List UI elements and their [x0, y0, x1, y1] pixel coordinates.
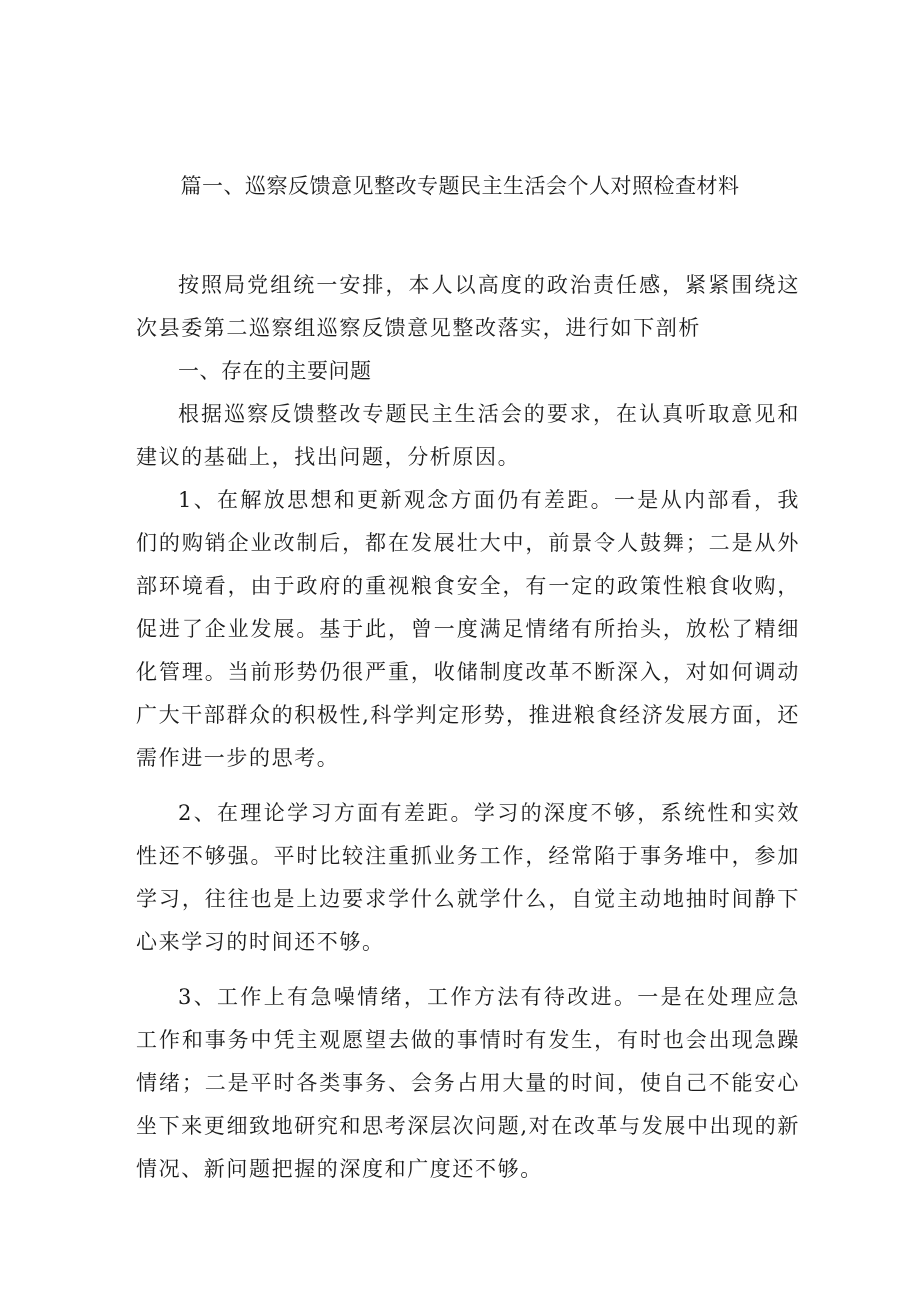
document-title: 篇一、巡察反馈意见整改专题民主生活会个人对照检查材料: [180, 174, 740, 198]
document-body: [136, 264, 800, 1191]
problem-point-2: 2、在理论学习方面有差距。学习的深度不够，系统性和实效性还不够强。平时比较注重抓业务工作，经常陷于事务堆中，参加学习，往往也是上边要求学什么就学什么，自觉主动地抽时间静下心来学习的时间还不够。: [136, 801, 800, 954]
intro-paragraph: 按照局党组统一安排，本人以高度的政治责任感，紧紧围绕这次县委第二巡察组巡察反馈意见整改落实，进行如下剖析: [136, 273, 800, 340]
problem-point-1: 1、在解放思想和更新观念方面仍有差距。一是从内部看，我们的购销企业改制后，都在发展壮大中，前景令人鼓舞；二是从外部环境看，由于政府的重视粮食安全，有一定的政策性粮食收购，促进了企业发展。基于此，曾一度满足情绪有所抬头，放松了精细化管理。当前形势仍很严重，收储制度改革不断深入，对如何调动广大干部群众的积极性,科学判定形势，推进粮食经济发展方面，还需作进一步的思考。: [136, 488, 800, 770]
section-intro-paragraph: 根据巡察反馈整改专题民主生活会的要求，在认真听取意见和建议的基础上，找出问题，分析原因。: [136, 402, 800, 469]
section-heading-main-problems: 一、存在的主要问题: [178, 359, 372, 383]
problem-point-3: 3、工作上有急噪情绪，工作方法有待改进。一是在处理应急工作和事务中凭主观愿望去做的事情时有发生，有时也会出现急躁情绪；二是平时各类事务、会务占用大量的时间，使自己不能安心坐下来更细致地研究和思考深层次问题,对在改革与发展中出现的新情况、新问题把握的深度和广度还不够。: [136, 985, 800, 1181]
